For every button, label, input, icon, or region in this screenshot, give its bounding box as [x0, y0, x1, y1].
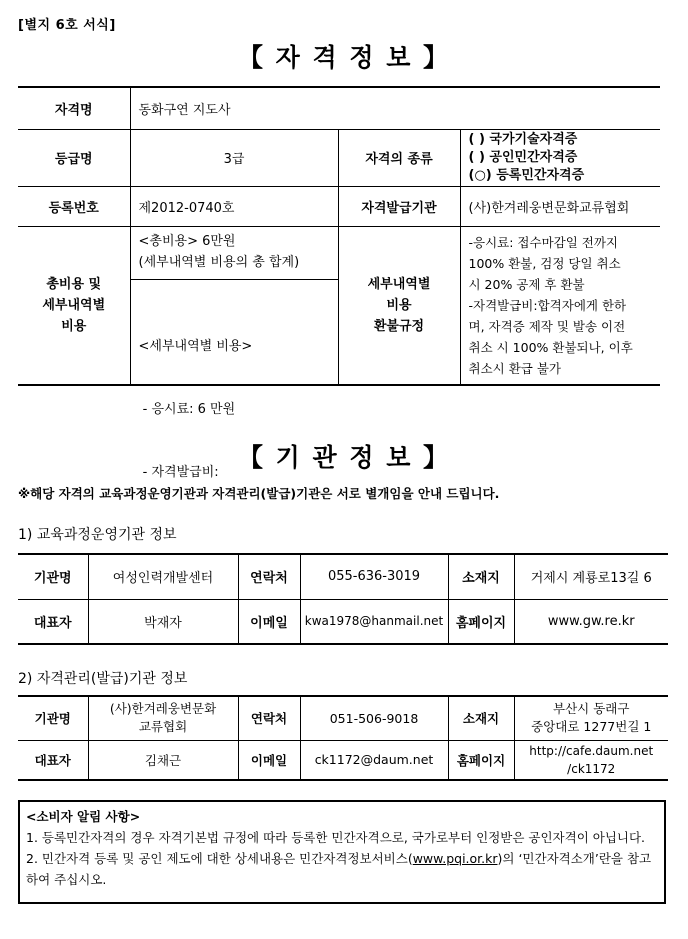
mgmt-contact-value: 051-506-9018	[300, 696, 448, 740]
edu-addr-label: 소재지	[448, 554, 514, 599]
notice-text: ※해당 자격의 교육과정운영기관과 자격관리(발급)기관은 서로 별개임을 안내 드립니다.	[18, 486, 500, 501]
mgmt-rep-value: 김채근	[88, 740, 238, 780]
mgmt-addr-value: 부산시 동래구 중앙대로 1277번길 1	[514, 696, 668, 740]
consumer-notice-heading: <소비자 알림 사항>	[26, 809, 141, 824]
qualification-name-value: 동화구연 지도사	[130, 87, 660, 129]
mgmt-email-label: 이메일	[238, 740, 300, 780]
edu-contact-label: 연락처	[238, 554, 300, 599]
type-option-national: ( ) 국가기술자격증	[468, 131, 578, 147]
issuer-value: (사)한겨레웅변문화교류협회	[460, 186, 660, 226]
edu-rep-value: 박재자	[88, 599, 238, 644]
edu-org-value: 여성인력개발센터	[88, 554, 238, 599]
refund-policy: -응시료: 접수마감일 전까지 100% 환불, 검정 당일 취소 시 20% 공제 후 환불 -자격발급비:합격자에게 한하 며, 자격증 제작 및 발송 이전 취소 시 100% 환불되나, 이후 취소시 환급 불가	[460, 226, 660, 385]
type-options	[460, 129, 660, 186]
reg-number-value: 제2012-0740호	[130, 186, 338, 226]
mgmt-org-value: (사)한겨레웅변문화 교류협회	[88, 696, 238, 740]
edu-email-value: kwa1978@hanmail.net	[300, 599, 448, 644]
qualification-name-label: 자격명	[18, 87, 130, 129]
consumer-notice-box	[18, 800, 666, 904]
grade-value: 3급	[130, 129, 338, 186]
edu-addr-value: 거제시 계룡로13길 6	[514, 554, 668, 599]
type-label: 자격의 종류	[338, 129, 460, 186]
issuer-label: 자격발급기관	[338, 186, 460, 226]
total-cost: <총비용> 6만원 (세부내역별 비용의 총 합계)	[138, 233, 300, 270]
institution-info-title: 【 기 관 정 보 】	[237, 443, 451, 472]
mgmt-email-value: ck1172@daum.net	[300, 740, 448, 780]
form-label: [별지 6호 서식]	[18, 18, 116, 33]
mgmt-institution-table	[18, 695, 668, 781]
grade-label: 등급명	[18, 129, 130, 186]
detail-cost: <세부내역별 비용> - 응시료: 6 만원 - 자격발급비:	[131, 279, 338, 384]
edu-home-value: www.gw.re.kr	[514, 599, 668, 644]
mgmt-addr-label: 소재지	[448, 696, 514, 740]
mgmt-section-title: 2) 자격관리(발급)기관 정보	[18, 671, 188, 687]
refund-label: 세부내역별 비용 환불규정	[338, 226, 460, 385]
edu-org-label: 기관명	[18, 554, 88, 599]
mgmt-org-label: 기관명	[18, 696, 88, 740]
edu-email-label: 이메일	[238, 599, 300, 644]
consumer-notice-item-2: 2. 민간자격 등록 및 공인 제도에 대한 상세내용은 민간자격정보서비스(www.pqi.or.kr)의 ‘민간자격소개’란을 참고하여 주십시오.	[26, 851, 652, 887]
edu-contact-value: 055-636-3019	[300, 554, 448, 599]
type-option-registered: (○) 등록민간자격증	[468, 167, 585, 183]
mgmt-contact-label: 연락처	[238, 696, 300, 740]
cost-detail-cell	[130, 226, 338, 480]
reg-number-label: 등록번호	[18, 186, 130, 226]
mgmt-home-label: 홈페이지	[448, 740, 514, 780]
type-option-certified: ( ) 공인민간자격증	[468, 149, 578, 165]
mgmt-rep-label: 대표자	[18, 740, 88, 780]
consumer-notice-item-1: 1. 등록민간자격의 경우 자격기본법 규정에 따라 등록한 민간자격으로, 국가로부터 인정받은 공인자격이 아닙니다.	[26, 830, 646, 845]
mgmt-home-value: http://cafe.daum.net /ck1172	[514, 740, 668, 780]
qualification-info-title: 【 자 격 정 보 】	[237, 43, 451, 72]
edu-rep-label: 대표자	[18, 599, 88, 644]
edu-home-label: 홈페이지	[448, 599, 514, 644]
cost-label: 총비용 및 세부내역별 비용	[18, 226, 130, 385]
edu-institution-table	[18, 553, 668, 645]
edu-section-title: 1) 교육과정운영기관 정보	[18, 527, 177, 543]
pqi-link[interactable]: www.pqi.or.kr	[412, 851, 498, 866]
